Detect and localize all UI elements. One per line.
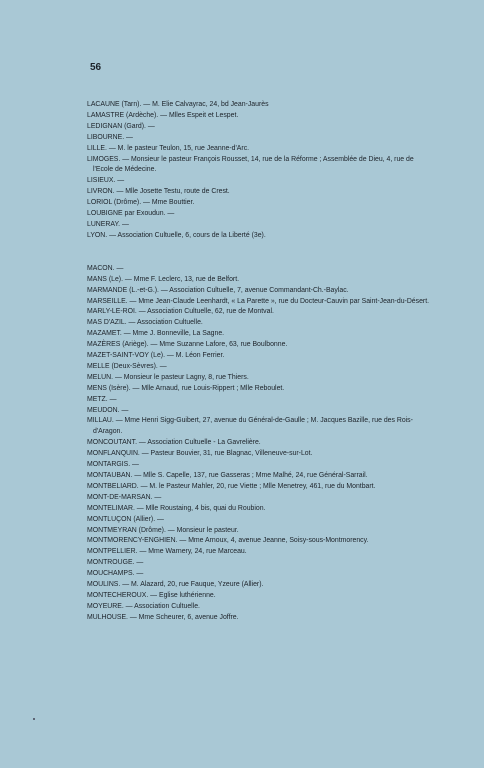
directory-entry: MONTROUGE. — bbox=[87, 559, 144, 567]
directory-entries bbox=[87, 100, 431, 624]
directory-entry: MONTELIMAR. — Mlle Roustaing, 4 bis, quai du Roubion. bbox=[87, 504, 266, 512]
directory-entry: MONTPELLIER. — Mme Warnery, 24, rue Marceau. bbox=[87, 548, 247, 556]
directory-entry: MONT-DE-MARSAN. — bbox=[87, 493, 162, 501]
directory-entry: MARSEILLE. — Mme Jean-Claude Leenhardt, « La Parette », rue du Docteur-Cauvin par Saint-Jean-du-Désert. bbox=[87, 297, 430, 305]
directory-entry: LILLE. — M. le pasteur Teulon, 15, rue Jeanne-d'Arc. bbox=[87, 144, 250, 152]
directory-entry: LOUBIGNE par Exoudun. — bbox=[87, 210, 175, 218]
directory-entry: LAMASTRE (Ardèche). — Mlles Espeit et Lespet. bbox=[87, 111, 239, 119]
directory-entry: MONTMORENCY-ENGHIEN. — Mme Arnoux, 4, avenue Jeanne, Soisy-sous-Montmorency. bbox=[87, 537, 369, 545]
directory-entry: LISIEUX. — bbox=[87, 177, 125, 185]
directory-entry: MELUN. — Monsieur le pasteur Lagny, 8, rue Thiers. bbox=[87, 373, 249, 381]
directory-entry: MAZÈRES (Ariège). — Mme Suzanne Lafore, 63, rue Boulbonne. bbox=[87, 341, 288, 349]
margin-mark bbox=[33, 718, 35, 720]
directory-entry: MENS (Isère). — Mlle Arnaud, rue Louis-Rippert ; Mlle Reboulet. bbox=[87, 384, 285, 392]
directory-entry: LORIOL (Drôme). — Mme Bouttier. bbox=[87, 199, 195, 207]
directory-entry: LEDIGNAN (Gard). — bbox=[87, 122, 155, 130]
directory-entry: MONTECHEROUX. — Eglise luthérienne. bbox=[87, 591, 216, 599]
directory-entry: MONTMEYRAN (Drôme). — Monsieur le pasteur. bbox=[87, 526, 239, 534]
directory-entry: METZ. — bbox=[87, 395, 117, 403]
directory-entry: LIVRON. — Mlle Josette Testu, route de Crest. bbox=[87, 188, 230, 196]
directory-entry: LUNERAY. — bbox=[87, 220, 129, 228]
directory-entry: MOYEURE. — Association Cultuelle. bbox=[87, 602, 200, 610]
directory-entry: MONTLUÇON (Allier). — bbox=[87, 515, 164, 523]
directory-entry: MAZAMET. — Mme J. Bonneville, La Sagne. bbox=[87, 330, 225, 338]
directory-entry: LIMOGES. — Monsieur le pasteur François Rousset, 14, rue de la Réforme ; Assemblée de Dieu, 4, rue de l'Ecole de Médecine. bbox=[87, 155, 414, 174]
directory-entry: MONCOUTANT. — Association Cultuelle - La Gavrelière. bbox=[87, 439, 261, 447]
directory-entry: MELLE (Deux-Sèvres). — bbox=[87, 362, 167, 370]
directory-entry: MARMANDE (L.-et-G.). — Association Cultuelle, 7, avenue Commandant-Ch.-Baylac. bbox=[87, 286, 349, 294]
directory-entry: MONTAUBAN. — Mlle S. Capelle, 137, rue Gasseras ; Mme Malhé, 24, rue Général-Sarrail. bbox=[87, 472, 368, 479]
directory-entry: MONTBELIARD. — M. le Pasteur Mahler, 20, rue Viette ; Mlle Menetrey, 461, rue du Montbart. bbox=[87, 482, 376, 490]
page-number: 56 bbox=[90, 62, 102, 73]
directory-entry: LIBOURNE. — bbox=[87, 133, 133, 141]
directory-entry: MOUCHAMPS. — bbox=[87, 570, 144, 578]
section-gap bbox=[87, 242, 431, 264]
directory-entry: MEUDON. — bbox=[87, 406, 129, 414]
directory-entry: MAS D'AZIL. — Association Cultuelle. bbox=[87, 319, 203, 327]
directory-entry: LYON. — Association Cultuelle, 6, cours de la Liberté (3e). bbox=[87, 231, 266, 239]
directory-entry: MAZET-SAINT-VOY (Le). — M. Léon Ferrier. bbox=[87, 352, 225, 360]
directory-entry: MONTARGIS. — bbox=[87, 461, 139, 469]
directory-entry: MANS (Le). — Mme F. Leclerc, 13, rue de Belfort. bbox=[87, 275, 240, 283]
directory-entry: LACAUNE (Tarn). — M. Elie Calvayrac, 24, bd Jean-Jaurès bbox=[87, 101, 269, 108]
directory-entry: MULHOUSE. — Mme Scheurer, 6, avenue Joffre. bbox=[87, 613, 239, 621]
directory-entry: MILLAU. — Mme Henri Sigg-Guibert, 27, avenue du Général-de-Gaulle ; M. Jacques Bazille, rue des Rois-d'Aragon. bbox=[87, 417, 413, 436]
directory-entry: MARLY-LE-ROI. — Association Cultuelle, 62, rue de Montval. bbox=[87, 308, 274, 316]
section-l bbox=[87, 100, 431, 242]
directory-entry: MOULINS. — M. Alazard, 20, rue Fauque, Yzeure (Allier). bbox=[87, 581, 264, 589]
section-m bbox=[87, 264, 431, 624]
directory-entry: MONFLANQUIN. — Pasteur Bouvier, 31, rue Blagnac, Villeneuve-sur-Lot. bbox=[87, 450, 313, 458]
directory-entry: MACON. — bbox=[87, 264, 124, 272]
